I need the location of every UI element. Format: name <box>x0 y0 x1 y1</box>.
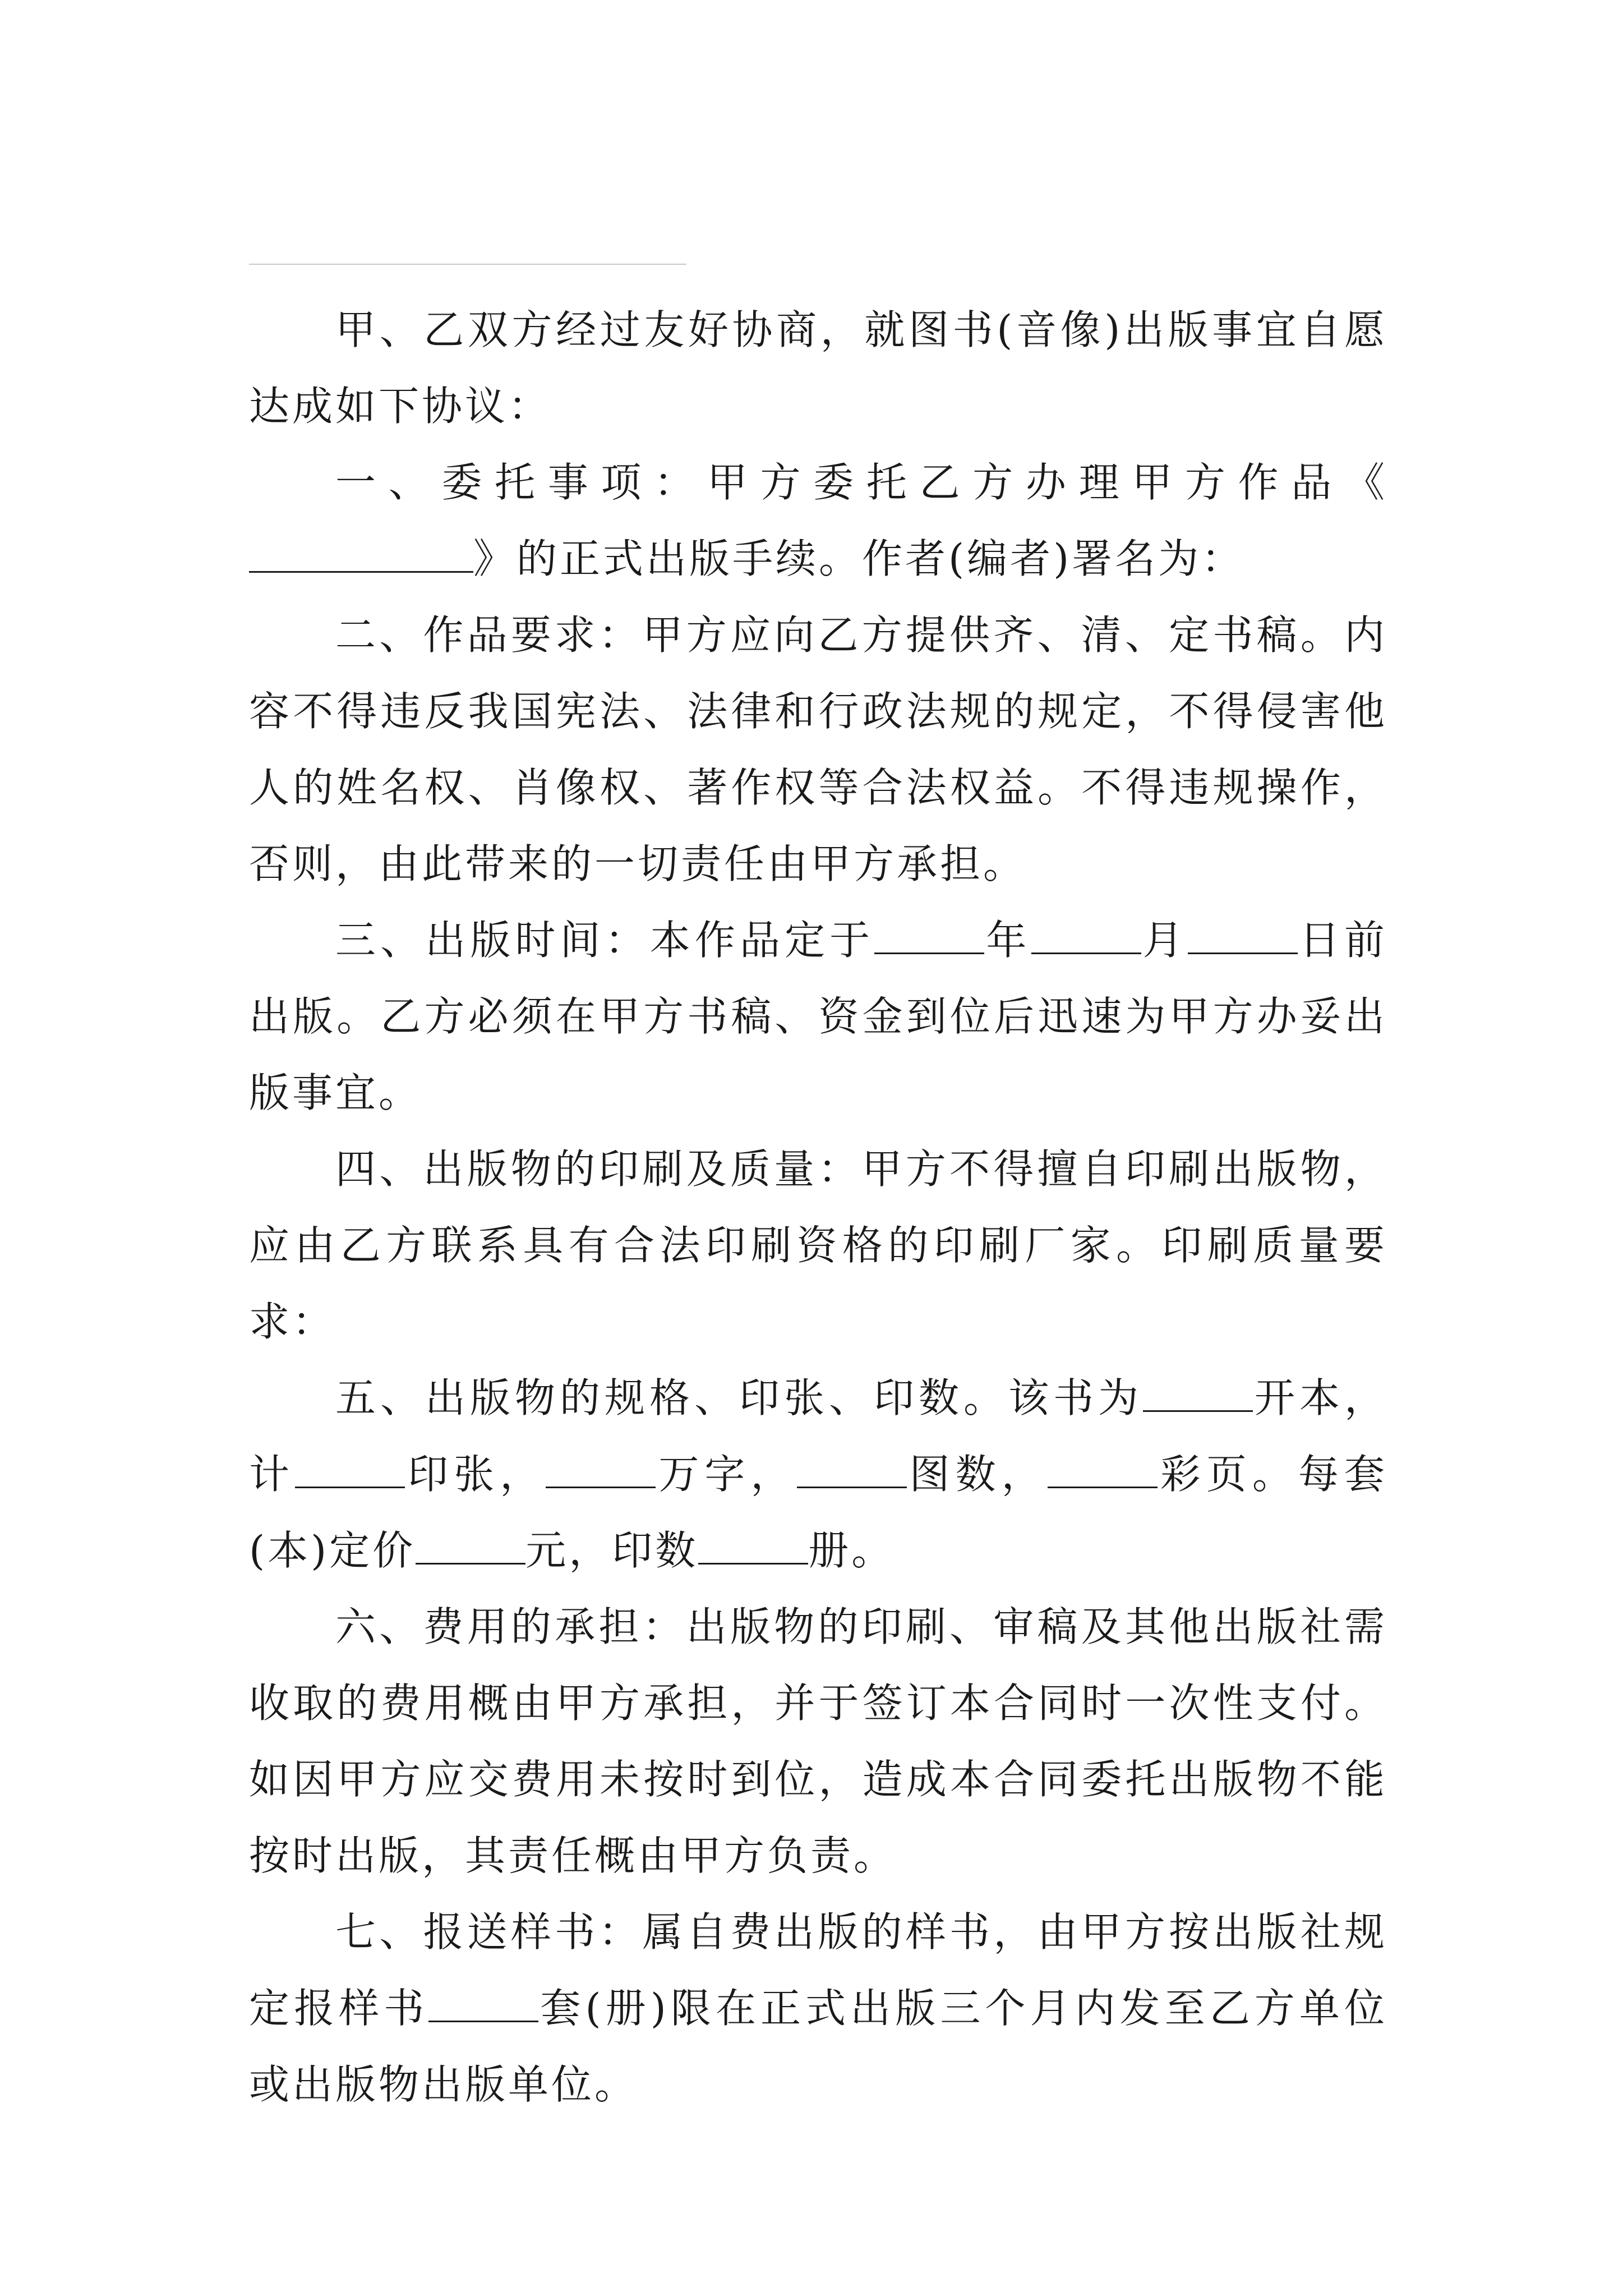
paragraph-preamble: 甲、乙双方经过友好协商，就图书(音像)出版事宜自愿达成如下协议： <box>249 306 1387 430</box>
month-blank <box>1031 917 1141 954</box>
work-title-blank <box>249 535 473 573</box>
paragraph-sample-books: 七、报送样书：属自费出版的样书，由甲方按出版社规定报样书 套(册)限在正式出版三个月内发至乙方单位或出版物出版单位。 <box>249 1908 1387 2108</box>
paragraph-work-requirements: 二、作品要求：甲方应向乙方提供齐、清、定书稿。内容不得违反我国宪法、法律和行政法规的规定，不得侵害他人的姓名权、肖像权、著作权等合法权益。不得违规操作，否则，由此带来的一切责任由甲方承担。 <box>249 611 1387 887</box>
price-blank <box>416 1527 525 1565</box>
agreement-body <box>249 292 1387 2123</box>
paragraph-specifications: 五、出版物的规格、印张、印数。该书为 开本，计 印张， 万字， 图数， 彩页。每套(本)定价 元，印数 册。 <box>249 1374 1387 1574</box>
day-blank <box>1188 917 1298 954</box>
figures-blank <box>797 1451 907 1488</box>
word-count-blank <box>546 1451 656 1488</box>
header-divider <box>249 264 686 265</box>
sample-count-blank <box>428 1985 538 2022</box>
sheets-blank <box>295 1451 405 1488</box>
year-blank <box>874 917 984 954</box>
paragraph-costs: 六、费用的承担：出版物的印刷、审稿及其他出版社需收取的费用概由甲方承担，并于签订本合同时一次性支付。如因甲方应交费用未按时到位，造成本合同委托出版物不能按时出版，其责任概由甲方负责。 <box>249 1603 1387 1879</box>
format-blank <box>1143 1374 1253 1412</box>
paragraph-publication-time: 三、出版时间：本作品定于 年 月 日前出版。乙方必须在甲方书稿、资金到位后迅速为甲方办妥出版事宜。 <box>249 917 1387 1116</box>
print-run-blank <box>698 1527 808 1565</box>
paragraph-entrusted-matters: 一、委托事项：甲方委托乙方办理甲方作品《》的正式出版手续。作者(编者)署名为： <box>249 444 1387 597</box>
color-pages-blank <box>1048 1451 1158 1488</box>
paragraph-printing-quality: 四、出版物的印刷及质量：甲方不得擅自印刷出版物，应由乙方联系具有合法印刷资格的印刷厂家。印刷质量要求： <box>249 1145 1387 1345</box>
